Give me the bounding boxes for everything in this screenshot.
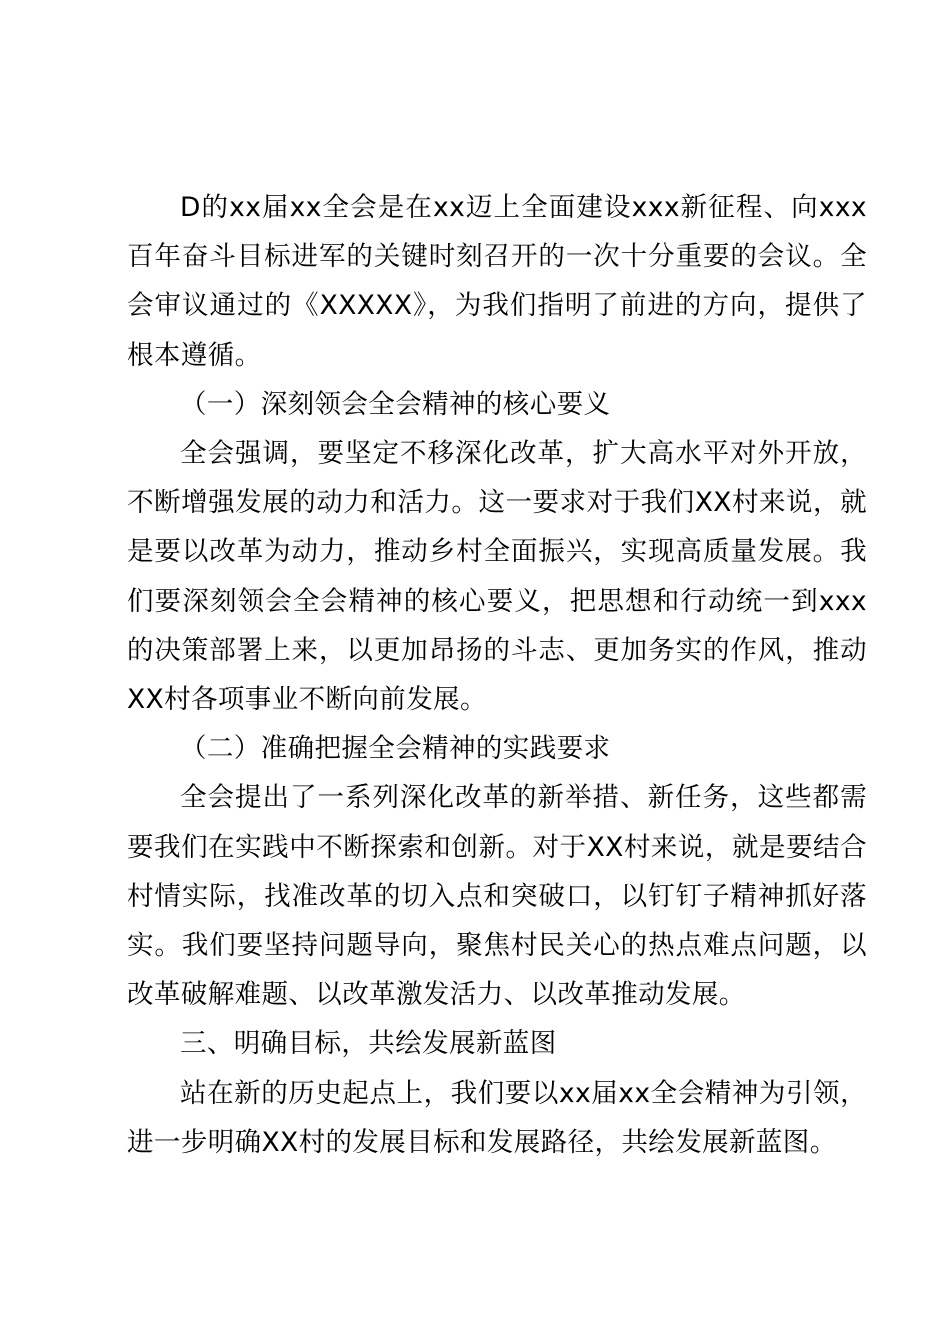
intro-paragraph: D的xx届xx全会是在xx迈上全面建设xxx新征程、向xxx百年奋斗目标进军的关键时刻召开的一次十分重要的会议。全会审议通过的《XXXXX》，为我们指明了前进的方向，提供了根本遵循。 — [127, 192, 867, 371]
section-heading-1: （一）深刻领会全会精神的核心要义 — [180, 388, 611, 420]
section-heading-2: （二）准确把握全会精神的实践要求 — [180, 733, 611, 765]
document-body — [127, 183, 867, 1167]
section-heading-3: 三、明确目标，共绘发展新蓝图 — [180, 1028, 557, 1060]
body-paragraph-1: 全会强调，要坚定不移深化改革，扩大高水平对外开放，不断增强发展的动力和活力。这一要求对于我们XX村来说，就是要以改革为动力，推动乡村全面振兴，实现高质量发展。我们要深刻领会全会精神的核心要义，把思想和行动统一到xxx的决策部署上来，以更加昂扬的斗志、更加务实的作风，推动XX村各项事业不断向前发展。 — [127, 438, 867, 716]
body-paragraph-2: 全会提出了一系列深化改革的新举措、新任务，这些都需要我们在实践中不断探索和创新。对于XX村来说，就是要结合村情实际，找准改革的切入点和突破口，以钉钉子精神抓好落实。我们要坚持问题导向，聚焦村民关心的热点难点问题，以改革破解难题、以改革激发活力、以改革推动发展。 — [127, 782, 867, 1011]
body-paragraph-3: 站在新的历史起点上，我们要以xx届xx全会精神为引领，进一步明确XX村的发展目标和发展路径，共绘发展新蓝图。 — [127, 1077, 867, 1158]
